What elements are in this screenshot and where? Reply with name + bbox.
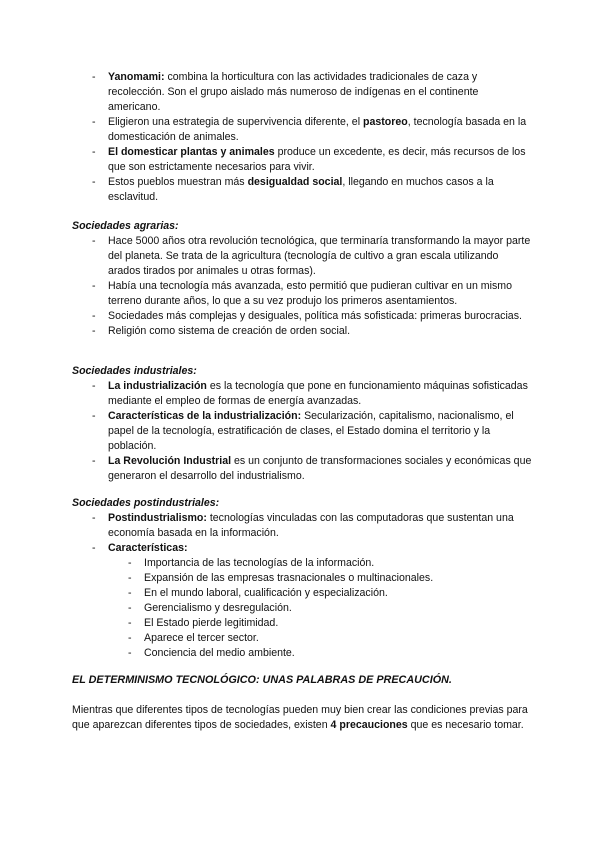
list-item: - Gerencialismo y desregulación. <box>72 601 532 616</box>
list-item: - El Estado pierde legitimidad. <box>72 616 532 631</box>
intro-list-block <box>72 70 532 205</box>
section-heading: EL DETERMINISMO TECNOLÓGICO: UNAS PALABRAS DE PRECAUCIÓN. <box>72 674 452 686</box>
list-item: - Hace 5000 años otra revolución tecnológica, que terminaría transformando la mayor parte del planeta. Se trata de la agricultura (tecnología de cultivo a gran escala utilizando arados tirados por animales u otras formas). <box>72 234 532 279</box>
list-item: - Yanomami: combina la horticultura con las actividades tradicionales de caza y recolección. Son el grupo aislado más numeroso de indígenas en el continente americano. <box>72 70 532 115</box>
industriales-section <box>72 364 532 484</box>
agrarias-section <box>72 219 532 339</box>
list-item: - Importancia de las tecnologías de la información. <box>72 556 532 571</box>
agrarias-bullet-list <box>72 234 532 339</box>
list-item: - Características de la industrialización: Secularización, capitalismo, nacionalismo, el papel de la tecnología, estratificación de clases, el Estado domina el territorio y la población. <box>72 409 532 454</box>
list-item: - El domesticar plantas y animales produce un excedente, es decir, más recursos de los que son estrictamente necesarios para vivir. <box>72 145 532 175</box>
intro-bullet-list <box>72 70 532 205</box>
list-item: - Estos pueblos muestran más desigualdad social, llegando en muchos casos a la esclavitud. <box>72 175 532 205</box>
postindustriales-bullet-list <box>72 511 532 556</box>
list-item: - Religión como sistema de creación de orden social. <box>72 324 532 339</box>
industriales-bullet-list <box>72 379 532 484</box>
paragraph: Mientras que diferentes tipos de tecnologías pueden muy bien crear las condiciones previas para que aparezcan diferentes tipos de sociedades, existen 4 precauciones que es necesario tomar. <box>72 704 528 731</box>
list-item: - En el mundo laboral, cualificación y especialización. <box>72 586 532 601</box>
list-item: - Expansión de las empresas trasnacionales o multinacionales. <box>72 571 532 586</box>
list-item: - La Revolución Industrial es un conjunto de transformaciones sociales y económicas que generaron el desarrollo del industrialismo. <box>72 454 532 484</box>
list-item: - Postindustrialismo: tecnologías vinculadas con las computadoras que sustentan una economía basada en la información. <box>72 511 532 541</box>
determinismo-paragraph-block <box>72 703 532 733</box>
section-heading: Sociedades industriales: <box>72 365 197 377</box>
list-item: - La industrialización es la tecnología que pone en funcionamiento máquinas sofisticadas mediante el empleo de formas de energía avanzadas. <box>72 379 532 409</box>
postindustriales-section <box>72 496 532 661</box>
section-heading: Sociedades agrarias: <box>72 220 179 232</box>
caracteristicas-sublist <box>72 556 532 661</box>
section-heading: Sociedades postindustriales: <box>72 497 220 509</box>
list-item: - Conciencia del medio ambiente. <box>72 646 532 661</box>
list-item: - Sociedades más complejas y desiguales, política más sofisticada: primeras burocracias. <box>72 309 532 324</box>
list-item: - Características: <box>72 541 532 556</box>
list-item: - Eligieron una estrategia de supervivencia diferente, el pastoreo, tecnología basada en la domesticación de animales. <box>72 115 532 145</box>
list-item: - Aparece el tercer sector. <box>72 631 532 646</box>
determinismo-section <box>72 673 532 688</box>
list-item: - Había una tecnología más avanzada, esto permitió que pudieran cultivar en un mismo terreno durante años, lo que a su vez produjo los primeros asentamientos. <box>72 279 532 309</box>
